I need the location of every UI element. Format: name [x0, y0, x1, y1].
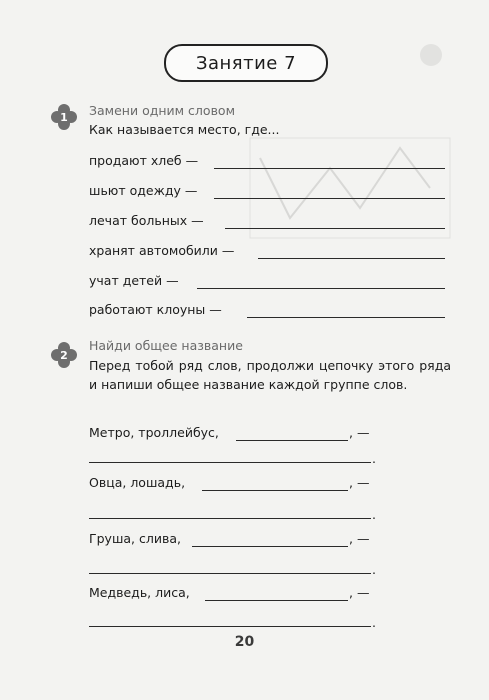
task-1-item: продают хлеб —: [89, 153, 199, 168]
answer-line[interactable]: [89, 518, 371, 519]
page-number: 20: [234, 634, 255, 650]
period: .: [372, 507, 376, 522]
lesson-title-box: [164, 44, 328, 82]
comma-dash: , —: [349, 425, 370, 440]
task-1-item: учат детей —: [89, 273, 179, 288]
period: .: [372, 451, 376, 466]
comma-dash: , —: [349, 531, 370, 546]
comma-dash: , —: [349, 585, 370, 600]
comma-dash: , —: [349, 475, 370, 490]
task-2-heading: Найди общее название: [89, 338, 243, 353]
period: .: [372, 562, 376, 577]
answer-line[interactable]: [214, 168, 445, 169]
task-1-item: шьют одежду —: [89, 183, 198, 198]
answer-line[interactable]: [89, 573, 371, 574]
answer-line[interactable]: [202, 490, 348, 491]
answer-line[interactable]: [236, 440, 348, 441]
answer-line[interactable]: [247, 317, 445, 318]
task-2-group: Овца, лошадь,: [89, 475, 186, 490]
show-through-graphic: [230, 128, 460, 248]
task-1-number: 1: [56, 109, 72, 125]
answer-line[interactable]: [89, 626, 371, 627]
task-2-number: 2: [56, 347, 72, 363]
answer-line[interactable]: [225, 228, 445, 229]
task-2-group: Груша, слива,: [89, 531, 181, 546]
task-2-group: Медведь, лиса,: [89, 585, 190, 600]
task-1-item: лечат больных —: [89, 213, 204, 228]
task-1-item: хранят автомобили —: [89, 243, 235, 258]
show-through-flower-icon: [420, 44, 442, 66]
task-number-flower-icon: [51, 342, 77, 368]
task-1-item: работают клоуны —: [89, 302, 222, 317]
task-number-flower-icon: [51, 104, 77, 130]
answer-line[interactable]: [192, 546, 348, 547]
answer-line[interactable]: [258, 258, 445, 259]
answer-line[interactable]: [205, 600, 348, 601]
task-1-prompt: Как называется место, где...: [89, 122, 280, 137]
answer-line[interactable]: [197, 288, 445, 289]
answer-line[interactable]: [89, 462, 371, 463]
lesson-title: Занятие 7: [195, 52, 297, 74]
task-1-heading: Замени одним словом: [89, 103, 236, 118]
task-2-instruction: Перед тобой ряд слов, продолжи цепочку этого ряда и напиши общее название каждой группе слов.: [89, 358, 451, 392]
answer-line[interactable]: [214, 198, 445, 199]
period: .: [372, 615, 376, 630]
task-2-group: Метро, троллейбус,: [89, 425, 219, 440]
